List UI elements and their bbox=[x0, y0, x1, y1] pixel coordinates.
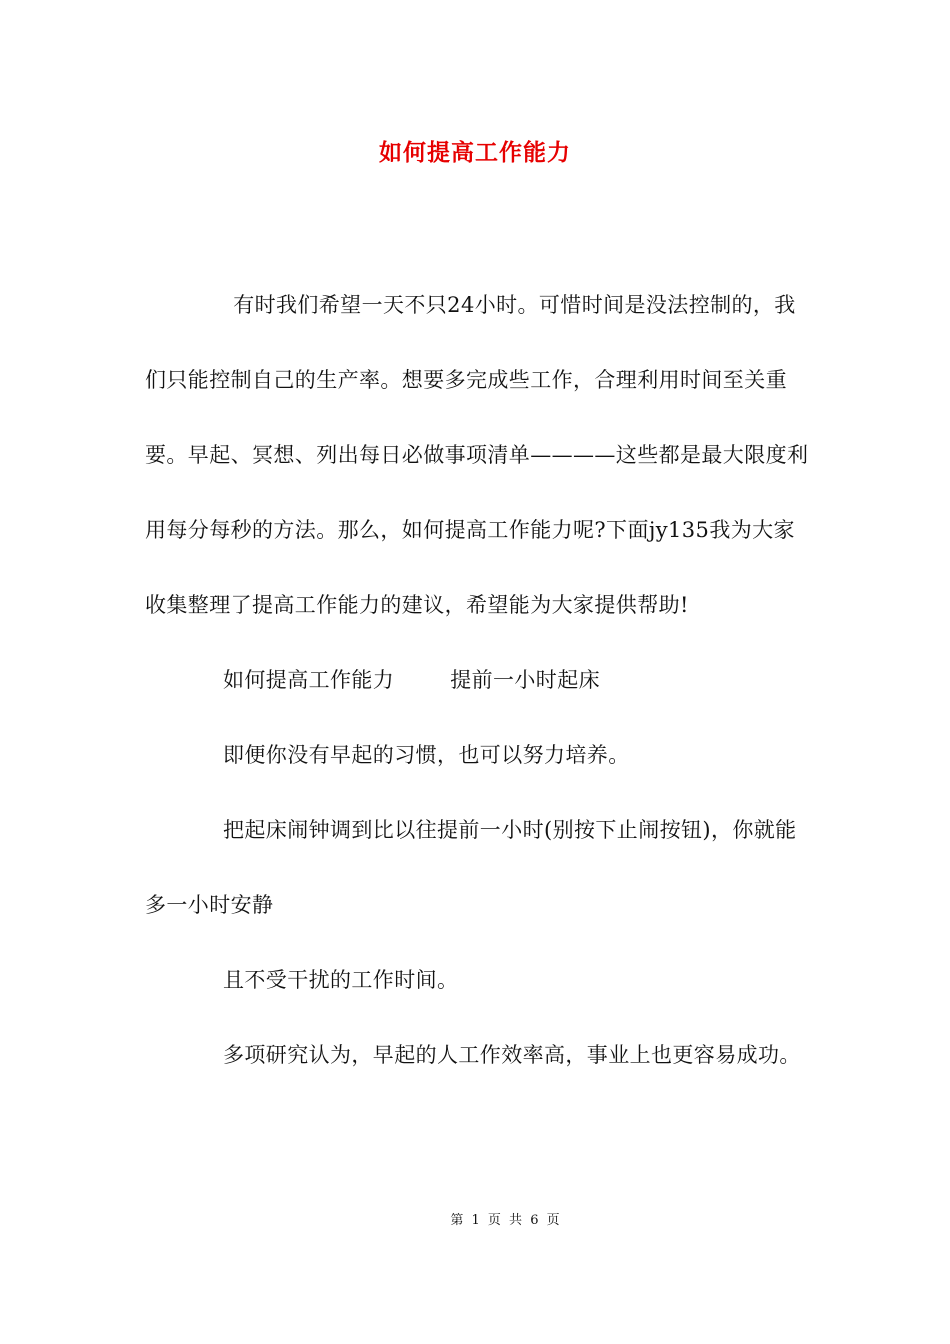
paragraph-quiet-time: 且不受干扰的工作时间。 bbox=[223, 968, 459, 992]
page-number: 第 1 页 共 6 页 bbox=[450, 1213, 562, 1228]
paragraph-alarm: 把起床闹钟调到比以往提前一小时(别按下止闹按钮)，你就能多一小时安静 bbox=[145, 818, 797, 917]
document-body bbox=[145, 268, 815, 1093]
section-heading-part2: 提前一小时起床 bbox=[450, 668, 601, 692]
section-heading bbox=[145, 643, 815, 718]
paragraph-research: 多项研究认为，早起的人工作效率高，事业上也更容易成功。 bbox=[223, 1043, 801, 1067]
section-heading-part1: 如何提高工作能力 bbox=[223, 668, 395, 692]
paragraph-habit: 即便你没有早起的习惯，也可以努力培养。 bbox=[223, 743, 630, 767]
document-title: 如何提高工作能力 bbox=[379, 139, 571, 166]
intro-paragraph: 有时我们希望一天不只24小时。可惜时间是没法控制的，我们只能控制自己的生产率。想要多完成些工作，合理利用时间至关重要。早起、冥想、列出每日必做事项清单————这些都是最大限度利用每分每秒的方法。那么，如何提高工作能力呢?下面jy135我为大家收集整理了提高工作能力的建议，希望能为大家提供帮助! bbox=[145, 293, 809, 617]
